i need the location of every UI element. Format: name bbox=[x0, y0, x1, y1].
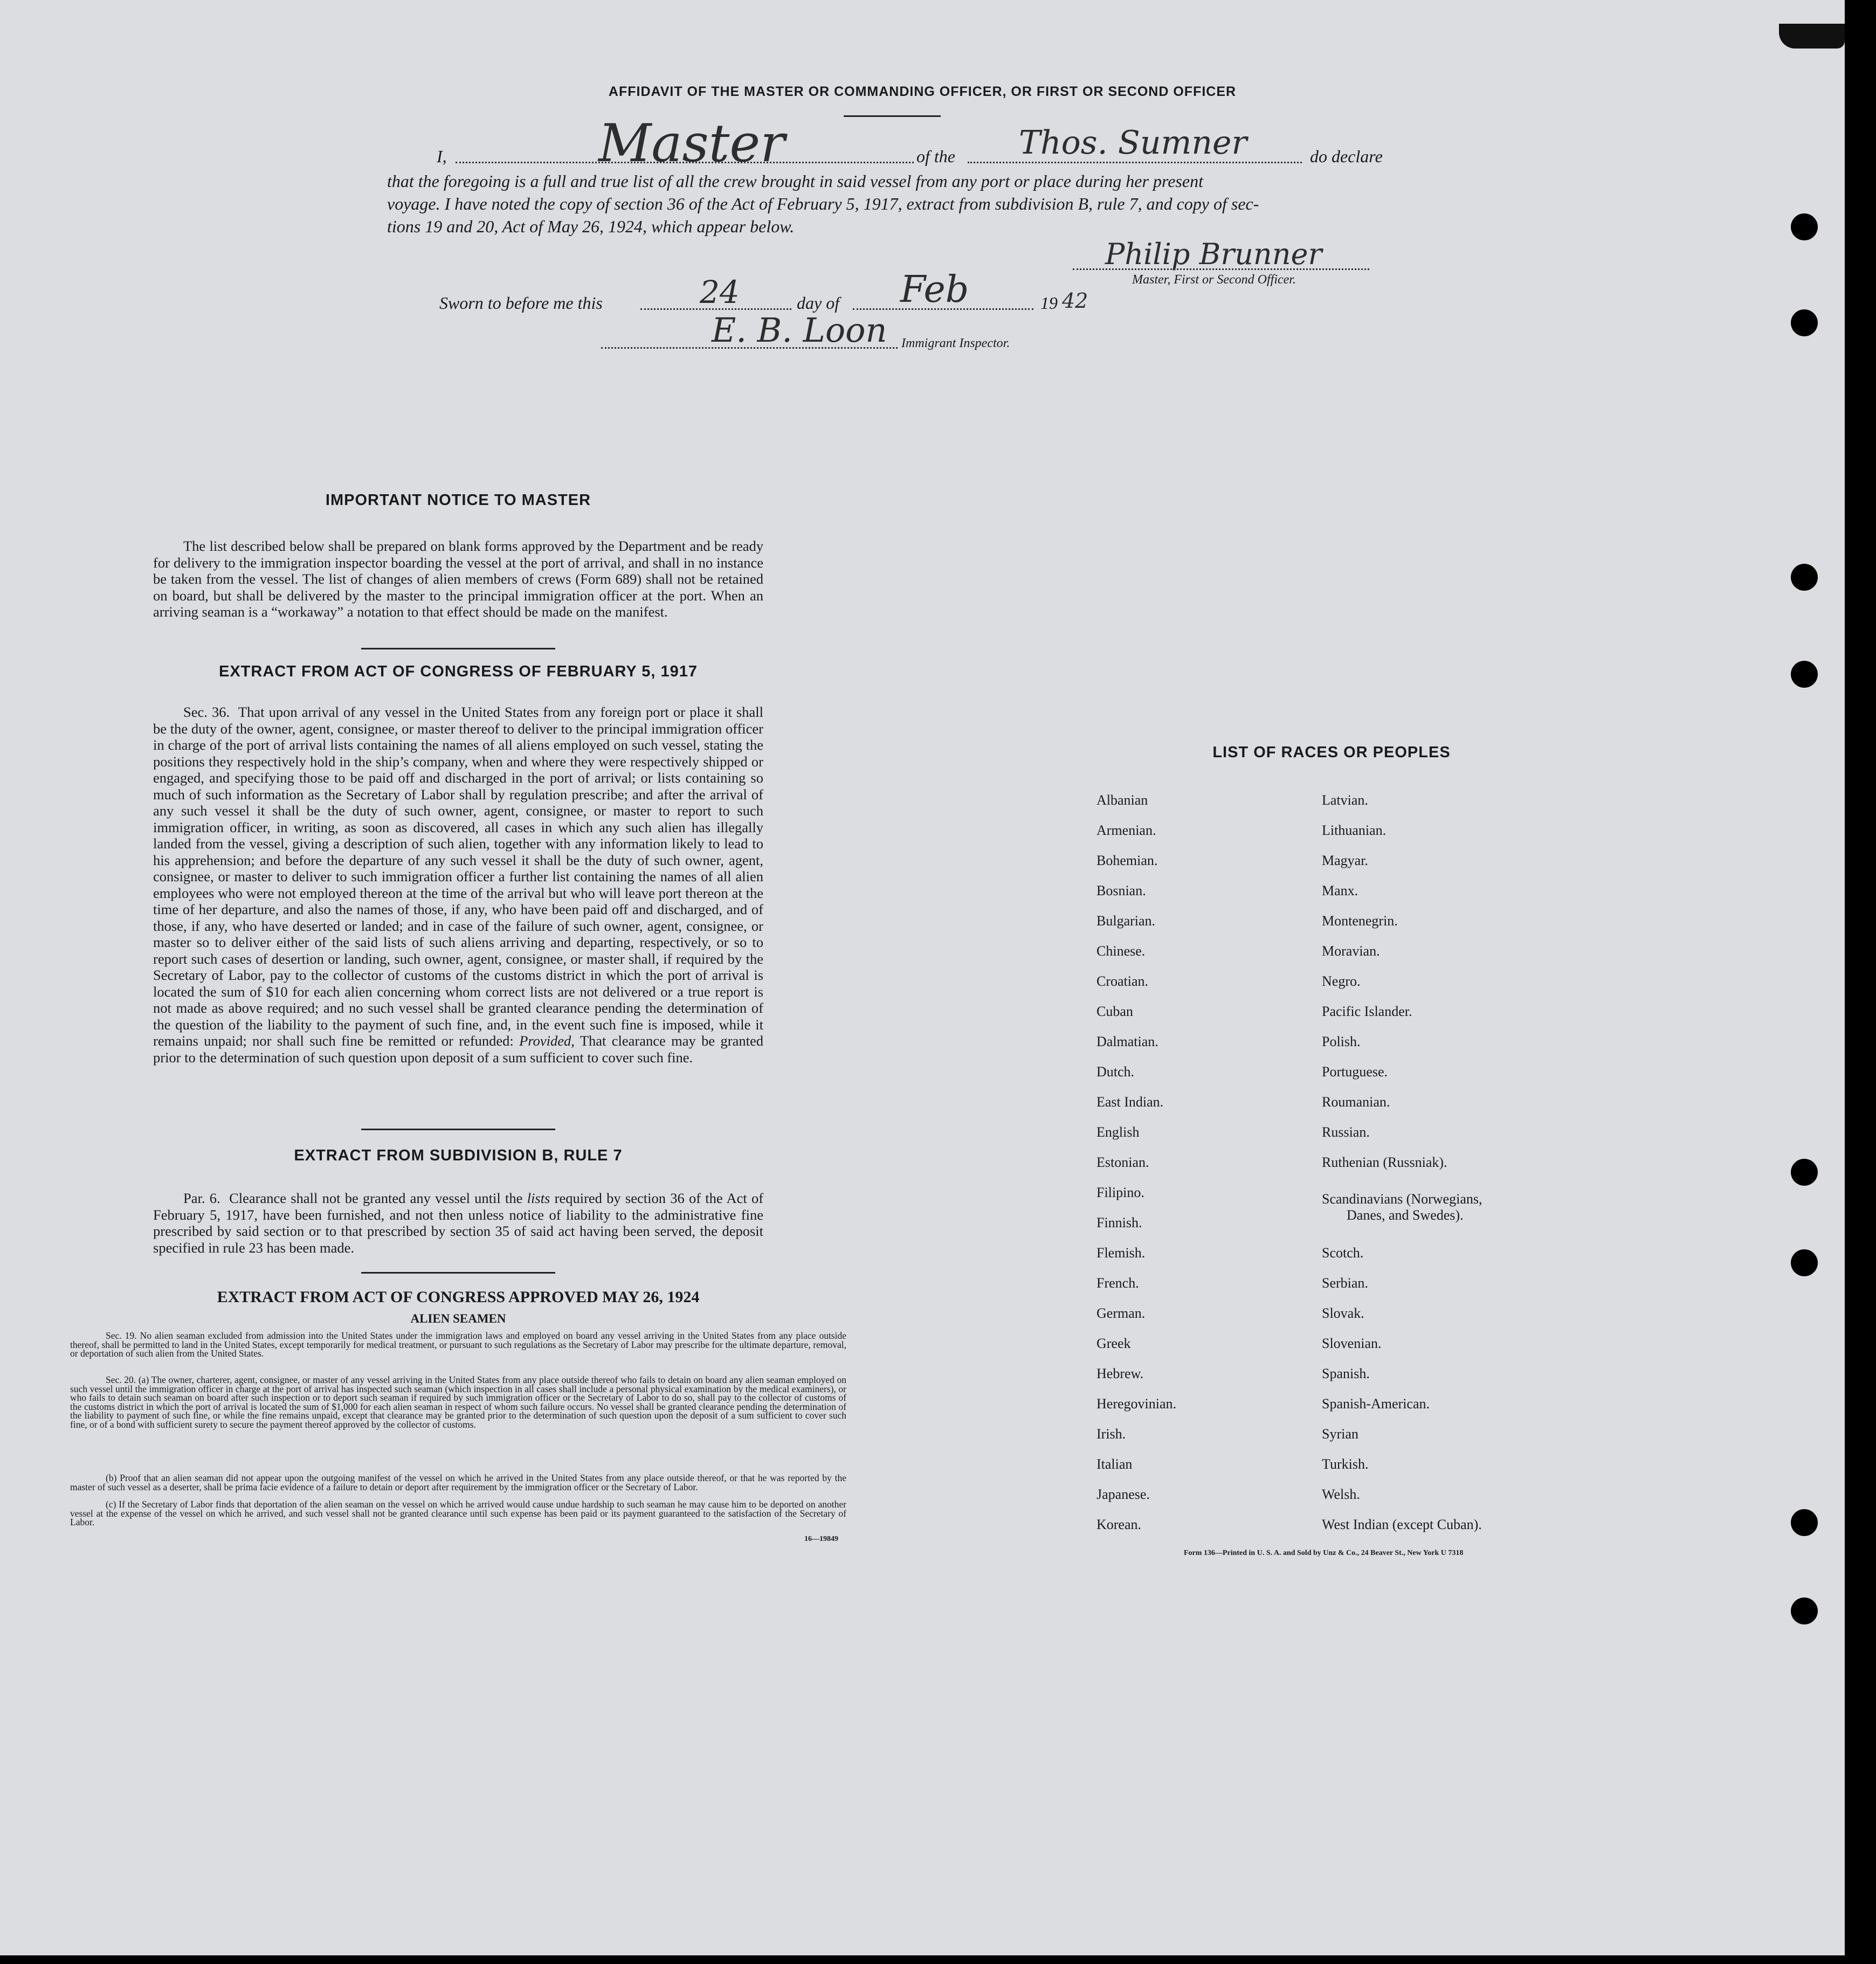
divider bbox=[844, 115, 941, 117]
race-item: Montenegrin. bbox=[1322, 913, 1398, 929]
do-declare-label: do declare bbox=[1310, 147, 1383, 166]
race-item: Magyar. bbox=[1322, 853, 1368, 868]
day-of-label: day of bbox=[797, 293, 840, 313]
rule7-body bbox=[153, 1190, 763, 1256]
inspector-label: Immigrant Inspector. bbox=[901, 336, 1010, 350]
divider bbox=[361, 1129, 555, 1130]
vessel-handwritten: Thos. Sumner bbox=[1019, 124, 1247, 162]
race-item: Portuguese. bbox=[1322, 1064, 1388, 1080]
race-item: Chinese. bbox=[1096, 943, 1146, 959]
affidavit-line3: voyage. I have noted the copy of section 36 of the Act of February 5, 1917, extract from subdivision B, rule 7, and copy of sec- bbox=[387, 194, 1259, 213]
scan-border bbox=[1845, 0, 1876, 1964]
race-item: English bbox=[1096, 1124, 1140, 1140]
race-item: Japanese. bbox=[1096, 1486, 1150, 1502]
year-handwritten: 42 bbox=[1062, 289, 1088, 313]
race-item: Ruthenian (Russniak). bbox=[1322, 1154, 1447, 1170]
race-item: East Indian. bbox=[1096, 1094, 1164, 1110]
punch-hole bbox=[1791, 661, 1818, 688]
race-item: Scotch. bbox=[1322, 1245, 1364, 1261]
race-item-continued: Danes, and Swedes). bbox=[1347, 1207, 1464, 1223]
affidavit-line2: that the foregoing is a full and true list of all the crew brought in said vessel from any port or place during her present bbox=[387, 171, 1203, 191]
punch-hole bbox=[1791, 213, 1818, 240]
affidavit-line4: tions 19 and 20, Act of May 26, 1924, which appear below. bbox=[387, 217, 795, 236]
race-item: Hebrew. bbox=[1096, 1366, 1144, 1381]
lists-word: lists bbox=[527, 1190, 550, 1206]
race-item: Spanish. bbox=[1322, 1366, 1370, 1381]
race-item: Spanish-American. bbox=[1322, 1396, 1430, 1412]
race-item: French. bbox=[1096, 1275, 1139, 1291]
punch-hole bbox=[1791, 564, 1818, 591]
punch-hole bbox=[1791, 309, 1818, 336]
signature-handwritten: Philip Brunner bbox=[1105, 237, 1322, 271]
race-item: Roumanian. bbox=[1322, 1094, 1390, 1110]
form-code: 16—19849 bbox=[804, 1535, 838, 1543]
punch-hole bbox=[1791, 1159, 1818, 1186]
divider bbox=[361, 1272, 555, 1274]
race-item: Bohemian. bbox=[1096, 853, 1158, 868]
sec36-text-a: That upon arrival of any vessel in the United States from any foreign port or place it shall be the duty of the owner, agent, consignee, or master thereof to deliver to the principal immigration officer in charge of the port of arrival lists containing the names of all aliens employed on such vessel, stating the positions they respectively hold in the ship’s company, when and where they were respectively shipped or engaged, and specifying those to be paid off and discharged in the port of arrival; or lists containing so much of such information as the Secretary of Labor shall by regulation prescribe; and after the arrival of any such vessel it shall be the duty of such owner, agent, consignee, or master to report to such immigration officer, in writing, as soon as discovered, all cases in which any such alien has illegally landed from the vessel, giving a description of such alien, together with any information likely to lead to his apprehension; and before the departure of any such vessel it shall be the duty of such owner, agent, consignee, or master to deliver to such immigration officer a further list containing the names of all alien employees who were not employed thereon at the time of the arrival but who will leave port thereon at the time of her departure, and also the names of those, if any, who have been paid off and discharged, and of those, if any, who have deserted or landed; and in case of the failure of such owner, agent, consignee, or master so to deliver either of the said lists of such aliens arriving and departing, respectively, or so to report such cases of desertion or landing, such owner, agent, consignee, or master shall, if required by the Secretary of Labor, pay to the collector of customs of the customs district in which the port of arrival is located the sum of $10 for each alien concerning whom correct lists are not delivered or a true report is not made as above required; and no such vessel shall be granted clearance pending the determination of the question of the liability to the payment of such fine, and, in the event such fine is imposed, while it remains unpaid; nor shall such fine be remitted or refunded: bbox=[153, 704, 763, 1049]
notice-title: IMPORTANT NOTICE TO MASTER bbox=[325, 492, 591, 509]
signer-label: Master, First or Second Officer. bbox=[1132, 273, 1296, 287]
month-handwritten: Feb bbox=[900, 268, 969, 311]
punch-hole bbox=[1791, 1249, 1818, 1276]
race-item: Bosnian. bbox=[1096, 883, 1146, 898]
rule7-title: EXTRACT FROM SUBDIVISION B, RULE 7 bbox=[294, 1147, 623, 1164]
race-item: Russian. bbox=[1322, 1124, 1370, 1140]
race-item: Croatian. bbox=[1096, 973, 1149, 989]
race-item: Heregovinian. bbox=[1096, 1396, 1177, 1412]
day-handwritten: 24 bbox=[700, 274, 740, 310]
notice-body: The list described below shall be prepared on blank forms approved by the Department and be ready for delivery to the immigration inspector boarding the vessel at the port of arrival, and shall in no instance be taken from the vessel. The list of changes of alien members of crews (Form 689) shall not be retained on board, but shall be delivered by the master to the principal immigration officer at the port. When an arriving seaman is a “workaway” a notation to that effect should be made on the manifest. bbox=[153, 538, 763, 620]
races-title: LIST OF RACES OR PEOPLES bbox=[1212, 744, 1451, 761]
race-item: West Indian (except Cuban). bbox=[1322, 1517, 1482, 1532]
race-item: Flemish. bbox=[1096, 1245, 1146, 1261]
affidavit-heading: AFFIDAVIT OF THE MASTER OR COMMANDING OFFICER, OR FIRST OR SECOND OFFICER bbox=[608, 84, 1237, 99]
vessel-line bbox=[968, 162, 1302, 163]
race-item: Estonian. bbox=[1096, 1154, 1149, 1170]
extract1924-title: EXTRACT FROM ACT OF CONGRESS APPROVED MAY 26, 1924 bbox=[217, 1288, 700, 1306]
extract1924-subtitle: ALIEN SEAMEN bbox=[410, 1312, 506, 1325]
par6-text-b: required by section 36 of the Act of February 5, 1917, have been furnished, and not then unless notice of liability to the administrative fine prescribed by said section or to that prescribed by section 35 of said act having been served, the deposit specified in rule 23 has been made. bbox=[153, 1190, 764, 1256]
punch-hole bbox=[1791, 1509, 1818, 1536]
race-item: Manx. bbox=[1322, 883, 1358, 898]
of-the-label: of the bbox=[916, 147, 955, 166]
race-item: Turkish. bbox=[1322, 1456, 1369, 1472]
race-item: Filipino. bbox=[1096, 1185, 1144, 1200]
race-item: Welsh. bbox=[1322, 1486, 1360, 1502]
race-item: Finnish. bbox=[1096, 1215, 1142, 1230]
race-item: Bulgarian. bbox=[1096, 913, 1156, 929]
page-corner-tab bbox=[1779, 24, 1845, 49]
affidavit-i: I, bbox=[437, 147, 447, 166]
sworn-label: Sworn to before me this bbox=[439, 293, 603, 313]
race-item: Irish. bbox=[1096, 1426, 1126, 1442]
extract1917-body bbox=[153, 704, 763, 1066]
year-prefix: 19 bbox=[1040, 293, 1058, 313]
form-footer: Form 136—Printed in U. S. A. and Sold by Unz & Co., 24 Beaver St., New York U 7318 bbox=[1184, 1549, 1464, 1557]
punch-hole bbox=[1791, 1598, 1818, 1624]
par6-label: Par. 6. bbox=[183, 1190, 220, 1206]
par6-text-a: Clearance shall not be granted any vessel until the bbox=[229, 1190, 523, 1206]
race-item: Albanian bbox=[1096, 792, 1148, 808]
extract1917-title: EXTRACT FROM ACT OF CONGRESS OF FEBRUARY 5, 1917 bbox=[218, 663, 698, 680]
race-item: Cuban bbox=[1096, 1004, 1133, 1019]
race-item: Polish. bbox=[1322, 1034, 1361, 1049]
race-item: Dutch. bbox=[1096, 1064, 1135, 1080]
race-item: Slovak. bbox=[1322, 1305, 1364, 1321]
race-item: Pacific Islander. bbox=[1322, 1004, 1412, 1019]
sec20c-text: (c) If the Secretary of Labor finds that deportation of the alien seaman on the vessel on which he arrived would cause undue hardship to such seaman he may cause him to be deported on another vessel at the expense of the vessel on which he arrived, and such vessel shall not be granted clearance until such expense has been paid or its payment guaranteed to the satisfaction of the Secretary of Labor. bbox=[70, 1499, 846, 1527]
divider bbox=[361, 648, 555, 649]
master-name-handwritten: Master bbox=[598, 113, 785, 174]
race-item: Armenian. bbox=[1096, 822, 1156, 838]
provided-label: Provided, bbox=[519, 1033, 575, 1049]
scan-border bbox=[0, 1955, 1876, 1964]
race-item: Syrian bbox=[1322, 1426, 1358, 1442]
race-item: Latvian. bbox=[1322, 792, 1368, 808]
sec20b-text: (b) Proof that an alien seaman did not appear upon the outgoing manifest of the vessel on which he arrived in the United States from any place outside thereof, or that he was reported by the master of such vessel as a deserter, shall be prima facie evidence of a failure to detain or deport after requirement by the immigration officer or the Secretary of Labor. bbox=[70, 1472, 846, 1492]
inspector-handwritten: E. B. Loon bbox=[712, 310, 887, 350]
race-item: Italian bbox=[1096, 1456, 1133, 1472]
sec36-text-b: That clearance may be granted prior to the determination of such question upon deposit of a sum sufficient to cover such fine. bbox=[153, 1033, 763, 1066]
sec36-label: Sec. 36. bbox=[183, 704, 230, 720]
race-item: Negro. bbox=[1322, 973, 1361, 989]
race-item: Scandinavians (Norwegians, bbox=[1322, 1191, 1482, 1207]
race-item: German. bbox=[1096, 1305, 1146, 1321]
race-item: Slovenian. bbox=[1322, 1336, 1382, 1351]
race-item: Greek bbox=[1096, 1336, 1131, 1351]
race-item: Moravian. bbox=[1322, 943, 1380, 959]
race-item: Serbian. bbox=[1322, 1275, 1368, 1291]
race-item: Dalmatian. bbox=[1096, 1034, 1158, 1049]
sec19-text: Sec. 19. No alien seaman excluded from admission into the United States under the immigration laws and employed on board any vessel arriving in the United States from any place outside thereof, shall be permitted to land in the United States, except temporarily for medical treatment, or pursuant to such regulations as the Secretary of Labor may prescribe for the ultimate departure, removal, or deportation of such alien from the United States. bbox=[70, 1330, 846, 1359]
sec20a-text: Sec. 20. (a) The owner, charterer, agent, consignee, or master of any vessel arriving in the United States from any place outside thereof who fails to detain on board any alien seaman employed on such vessel until the immigration officer in charge at the port of arrival has inspected such seaman (which inspection in all cases shall include a personal physical examination by the medical examiners), or who fails to detain such seaman on board after such inspection or to deport such seaman if required by such immigration officer or the Secretary of Labor to do so, shall pay to the collector of customs of the customs district in which the port of arrival is located the sum of $1,000 for each alien seaman in respect of whom such failure occurs. No vessel shall be granted clearance pending the determination of the liability to payment of such fine, or while the fine remains unpaid, except that clearance may be granted prior to the determination of such question upon the deposit of a sum sufficient to cover such fine, or of a bond with sufficient surety to secure the payment thereof approved by the collector of customs. bbox=[70, 1374, 846, 1430]
race-item: Lithuanian. bbox=[1322, 822, 1387, 838]
race-item: Korean. bbox=[1096, 1517, 1142, 1532]
